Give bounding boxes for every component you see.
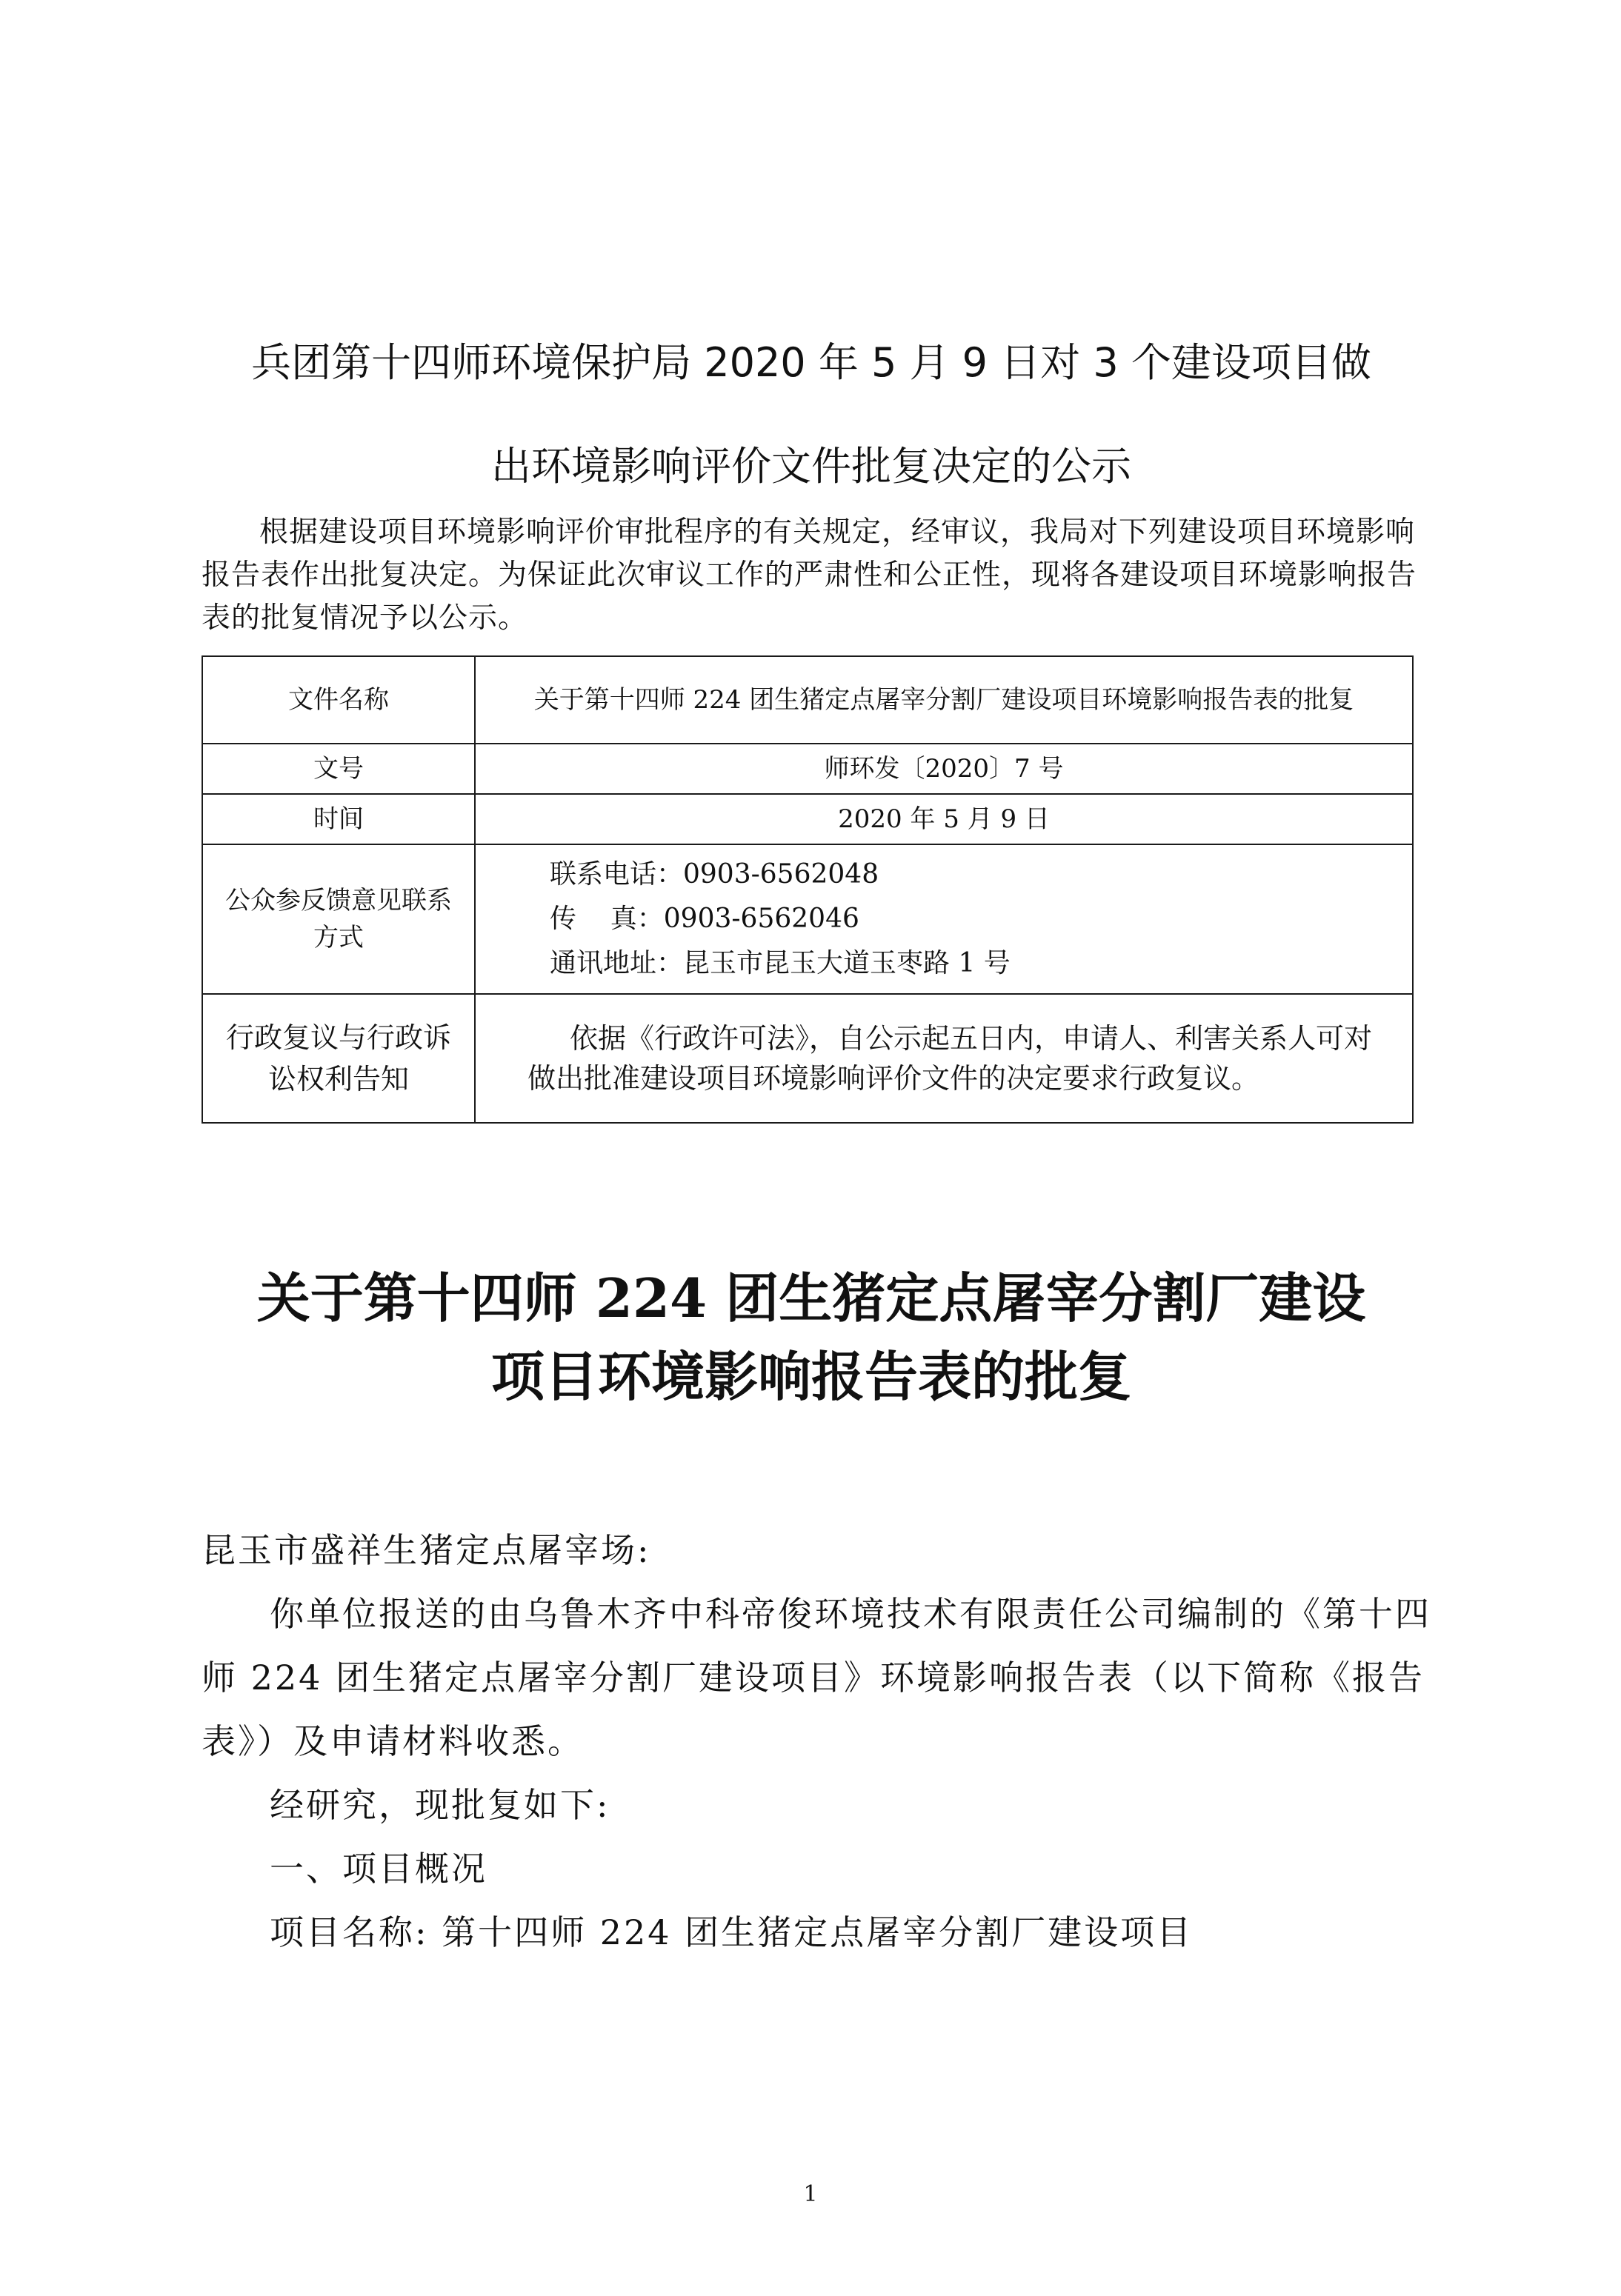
notice-intro: 根据建设项目环境影响评价审批程序的有关规定，经审议，我局对下列建设项目环境影响报告表作出批复决定。为保证此次审议工作的严肃性和公正性，现将各建设项目环境影响报告表的批复情况予以公示。 — [202, 515, 1417, 635]
notice-title-line1: 兵团第十四师环境保护局 2020 年 5 月 9 日对 3 个建设项目做 — [251, 339, 1371, 386]
table-row — [202, 794, 1413, 844]
section-heading: 一、项目概况 — [270, 1849, 487, 1889]
rights-value: 依据《行政许可法》，自公示起五日内，申请人、利害关系人可对做出批准建设项目环境影响评价文件的决定要求行政复议。 — [475, 994, 1413, 1123]
table-row — [202, 656, 1413, 744]
doc-no-value: 师环发〔2020〕7 号 — [475, 744, 1413, 794]
decision-title — [170, 1259, 1452, 1416]
contact-fax: 传 真：0903-6562046 — [550, 904, 859, 934]
table-row — [202, 844, 1413, 994]
table-row — [202, 994, 1413, 1123]
body-paragraph: 经研究，现批复如下: — [270, 1785, 610, 1825]
doc-no-label: 文号 — [202, 744, 475, 794]
doc-name-value: 关于第十四师 224 团生猪定点屠宰分割厂建设项目环境影响报告表的批复 — [475, 656, 1413, 744]
time-value: 2020 年 5 月 9 日 — [475, 794, 1413, 844]
time-label: 时间 — [202, 794, 475, 844]
body-paragraph: 你单位报送的由乌鲁木齐中科帝俊环境技术有限责任公司编制的《第十四师 224 团生猪定点屠宰分割厂建设项目》环境影响报告表（以下简称《报告表》）及申请材料收悉。 — [202, 1594, 1431, 1761]
page-number: 1 — [803, 2181, 818, 2207]
decision-title-line1: 关于第十四师 224 团生猪定点屠宰分割厂建设 — [256, 1267, 1366, 1329]
addressee: 昆玉市盛祥生猪定点屠宰场: — [202, 1530, 651, 1570]
table-row — [202, 744, 1413, 794]
contact-address: 通讯地址：昆玉市昆玉大道玉枣路 1 号 — [550, 948, 1011, 978]
decision-body — [202, 1518, 1431, 1964]
notice-title-line2: 出环境影响评价文件批复决定的公示 — [491, 443, 1131, 490]
contact-label: 公众参反馈意见联系方式 — [202, 844, 475, 994]
approval-info-table — [202, 655, 1414, 1124]
notice-title — [170, 311, 1452, 518]
doc-name-label: 文件名称 — [202, 656, 475, 744]
contact-phone: 联系电话：0903-6562048 — [550, 859, 879, 890]
project-name: 项目名称: 第十四师 224 团生猪定点屠宰分割厂建设项目 — [270, 1912, 1194, 1952]
rights-label: 行政复议与行政诉讼权利告知 — [202, 994, 475, 1123]
decision-title-line2: 项目环境影响报告表的批复 — [490, 1345, 1131, 1408]
contact-info — [475, 844, 1413, 994]
